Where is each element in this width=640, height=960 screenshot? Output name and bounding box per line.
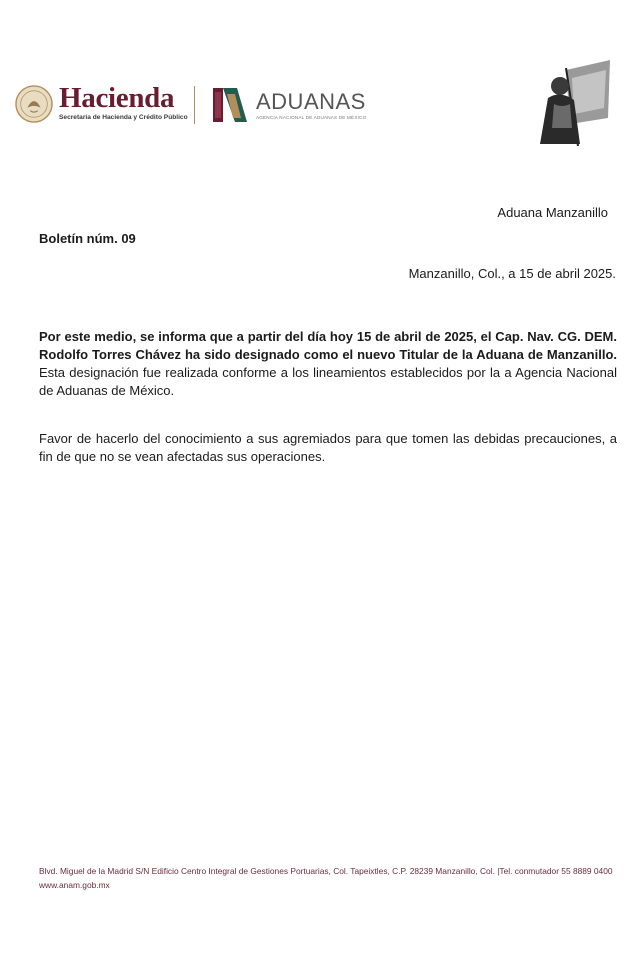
letterhead bbox=[0, 0, 640, 170]
logo-divider bbox=[194, 86, 195, 124]
aduanas-subtitle: AGENCIA NACIONAL DE ADUANAS DE MÉXICO bbox=[256, 115, 367, 120]
hacienda-subtitle: Secretaría de Hacienda y Crédito Público bbox=[59, 114, 188, 121]
announcement-bold: Por este medio, se informa que a partir del día hoy 15 de abril de 2025, el Cap. Nav. CG. DEM. Rodolfo Torres Chávez ha sido designado como el nuevo Titular de la Aduana de Manzanillo. bbox=[39, 329, 617, 362]
footer-address: Blvd. Miguel de la Madrid S/N Edificio Centro Integral de Gestiones Portuarias, Col. Tapeixtles, C.P. 28239 Manzanillo, Col. |Tel. conmutador 55 8889 0400 www.anam.gob.mx bbox=[39, 866, 613, 890]
date-line: Manzanillo, Col., a 15 de abril 2025. bbox=[408, 266, 616, 281]
national-seal-icon bbox=[15, 85, 53, 123]
paragraph-announcement bbox=[39, 328, 617, 400]
heroine-flag-icon bbox=[536, 58, 612, 146]
bulletin-number: Boletín núm. 09 bbox=[39, 231, 136, 246]
aduanas-logo-icon bbox=[211, 84, 249, 124]
announcement-rest: Esta designación fue realizada conforme a los lineamientos establecidos por la a Agencia Nacional de Aduanas de México. bbox=[39, 365, 617, 398]
hacienda-logotype: Hacienda bbox=[59, 82, 175, 114]
recipient-line: Aduana Manzanillo bbox=[497, 205, 608, 220]
paragraph-request: Favor de hacerlo del conocimiento a sus agremiados para que tomen las debidas precauciones, a fin de que no se vean afectadas sus operaciones. bbox=[39, 431, 617, 464]
aduanas-logotype: ADUANAS bbox=[256, 89, 366, 114]
